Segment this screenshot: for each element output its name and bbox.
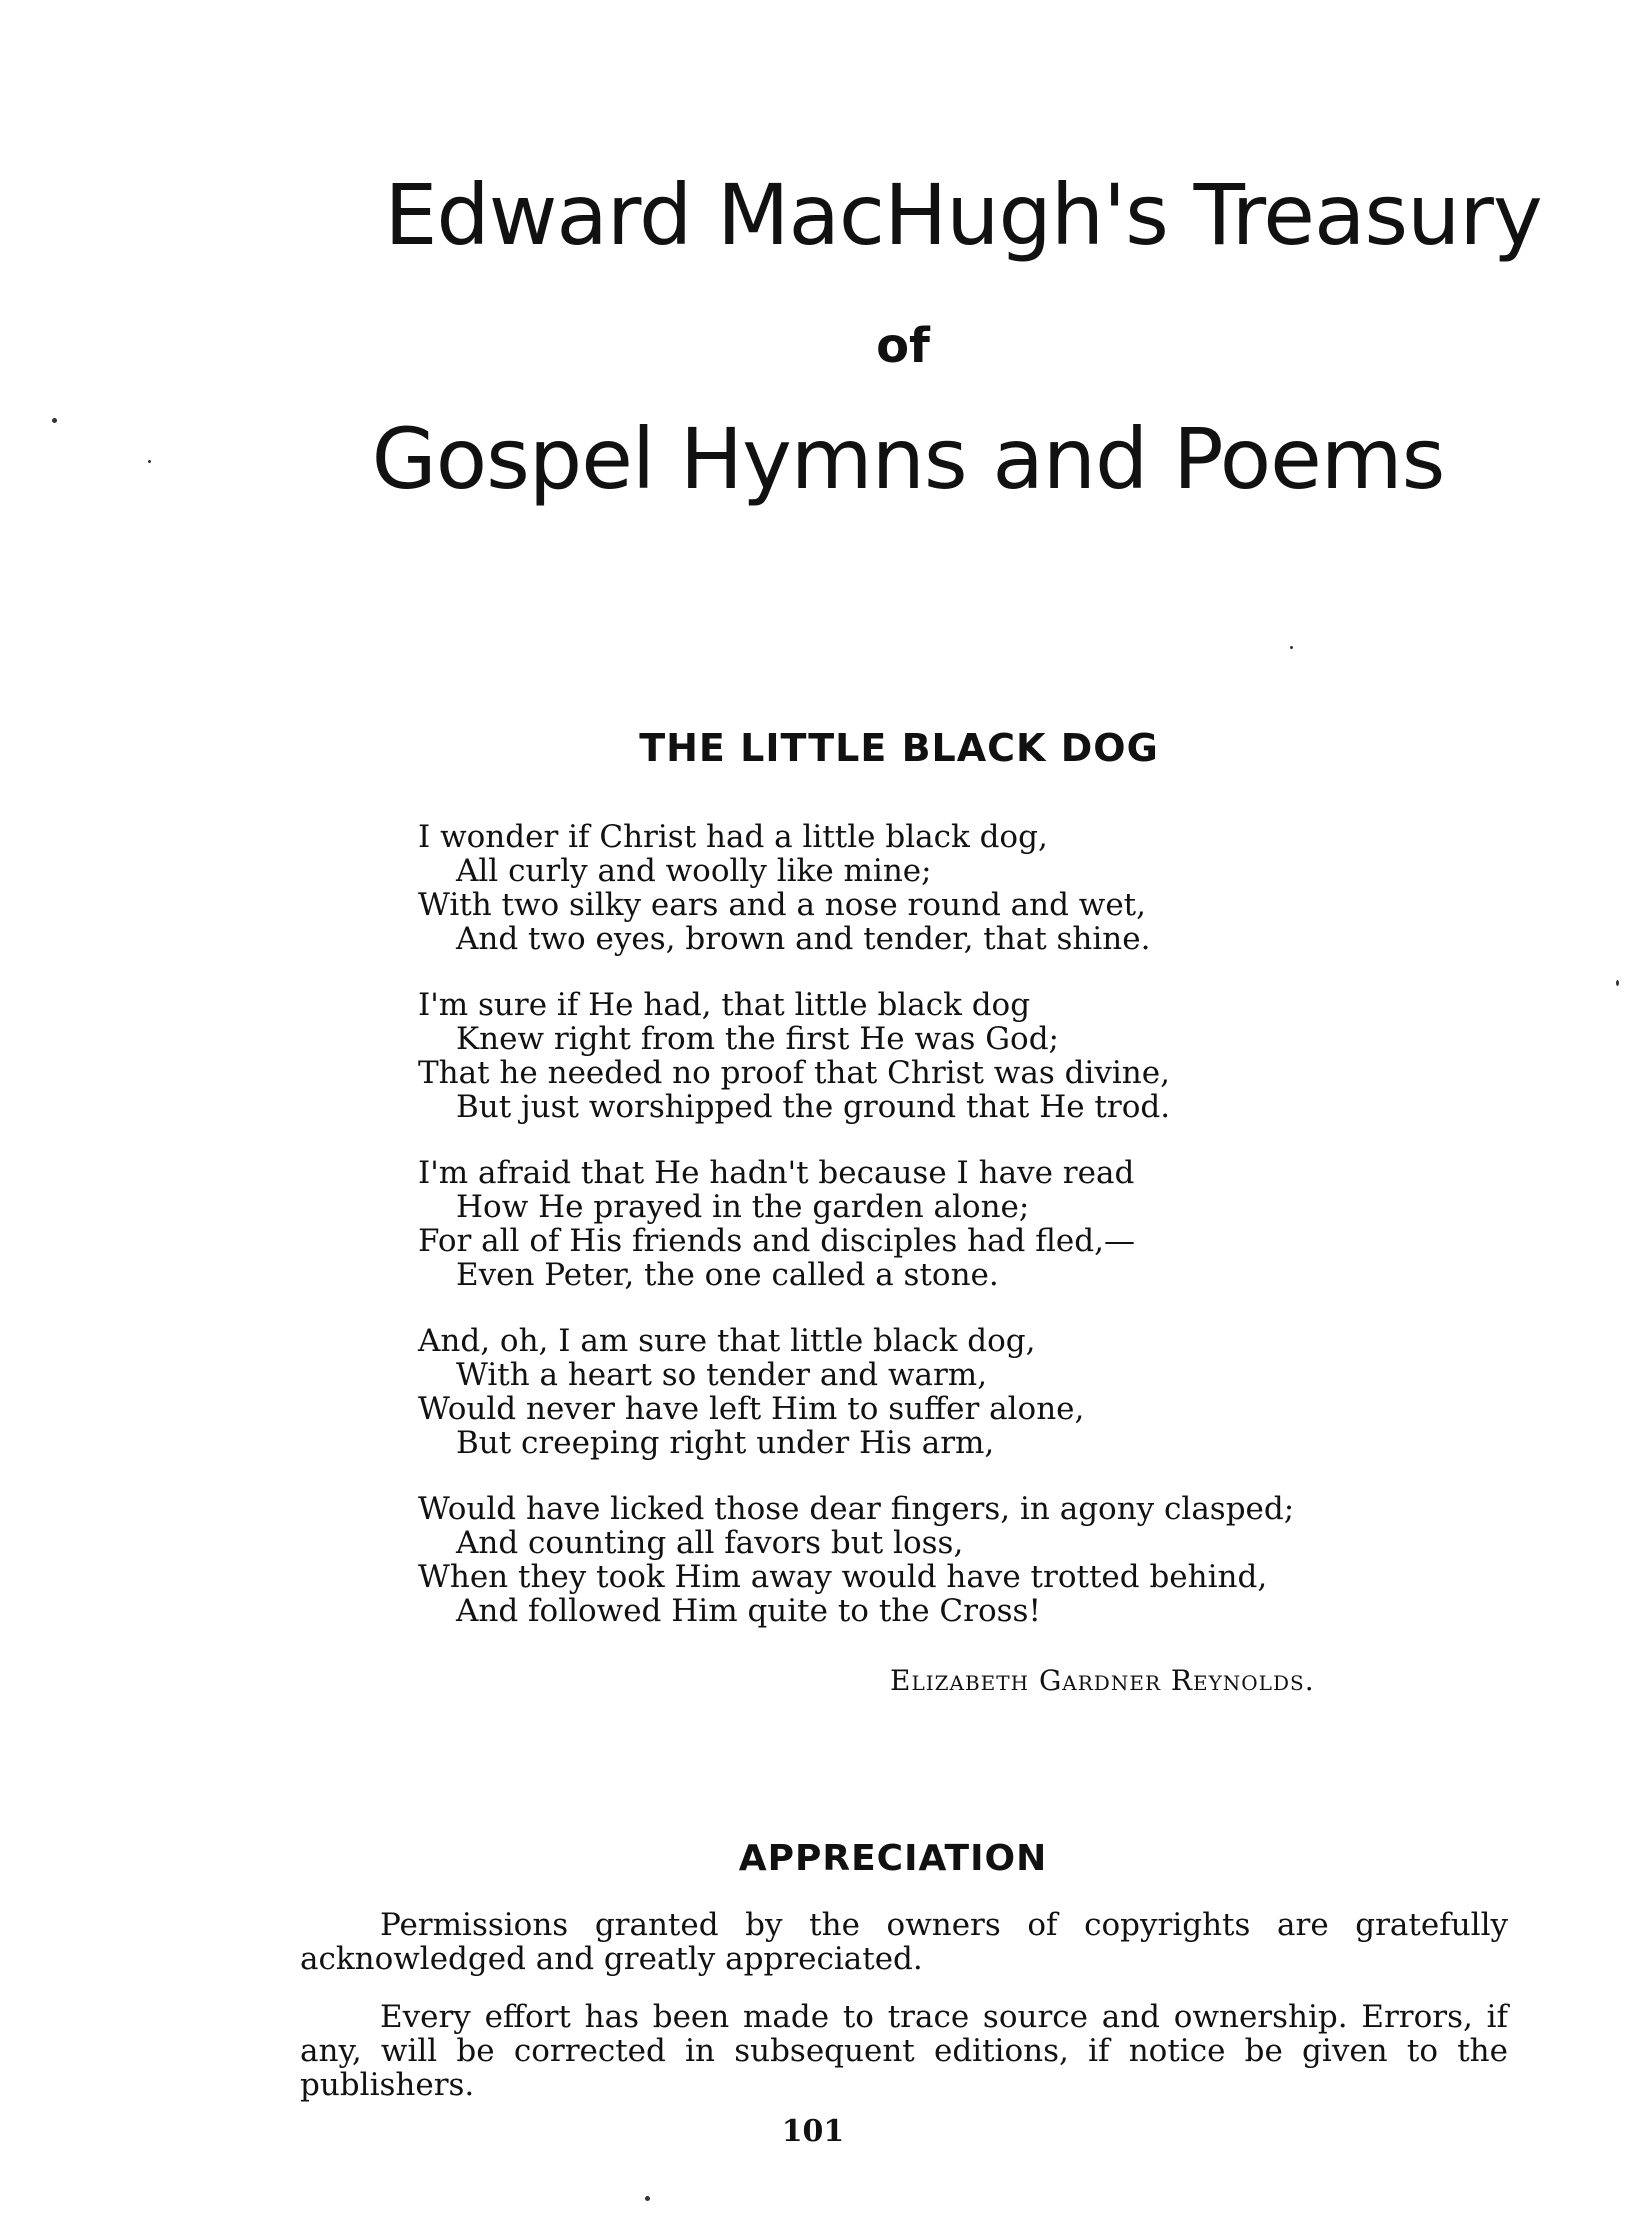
poem-stanza-4 [418,1324,1294,1460]
poem-body [418,820,1294,1660]
scan-speck [1290,646,1293,649]
poem-line: With two silky ears and a nose round and wet, [418,887,1146,923]
poem-line: How He prayed in the garden alone; [456,1189,1030,1225]
poem-stanza-2 [418,988,1294,1124]
poem-line: But creeping right under His arm, [456,1425,995,1461]
poem-line: With a heart so tender and warm, [456,1357,988,1393]
poem-line: And, oh, I am sure that little black dog, [418,1323,1036,1359]
poem-line: When they took Him away would have trotted behind, [418,1559,1268,1595]
poem-line: Even Peter, the one called a stone. [456,1257,999,1293]
poem-line: Would never have left Him to suffer alone, [418,1391,1085,1427]
appreciation-heading: APPRECIATION [738,1838,1048,1879]
poem-line: And counting all favors but loss, [456,1525,964,1561]
scan-speck [148,460,151,463]
book-title-of: of [876,318,930,374]
poem-line: For all of His friends and disciples had fled,— [418,1223,1135,1259]
poem-line: Knew right from the first He was God; [456,1021,1059,1057]
poem-author: Elizabeth Gardner Reynolds. [890,1664,1315,1697]
poem-line: I'm sure if He had, that little black dog [418,987,1031,1023]
poem-line: And two eyes, brown and tender, that shine. [456,921,1151,957]
poem-line: Would have licked those dear fingers, in agony clasped; [418,1491,1295,1527]
appreciation-paragraph-2: Every effort has been made to trace source and ownership. Errors, if any, will be corrected in subsequent editions, if notice be given to the publishers. [300,1999,1508,2103]
poem-line: That he needed no proof that Christ was divine, [418,1055,1170,1091]
poem-line: And followed Him quite to the Cross! [456,1593,1041,1629]
poem-title: THE LITTLE BLACK DOG [639,726,1159,770]
poem-line: I'm afraid that He hadn't because I have read [418,1155,1135,1191]
poem-stanza-3 [418,1156,1294,1292]
poem-stanza-5 [418,1492,1294,1628]
scan-speck [1616,980,1619,986]
book-title-line-2: Gospel Hymns and Poems [371,410,1445,508]
poem-line: I wonder if Christ had a little black dog, [418,819,1048,855]
appreciation-paragraph-1: Permissions granted by the owners of copyrights are gratefully acknowledged and greatly appreciated. [300,1907,1508,1977]
book-title-line-1: Edward MacHugh's Treasury [384,166,1542,264]
poem-stanza-1 [418,820,1294,956]
poem-line: But just worshipped the ground that He trod. [456,1089,1171,1125]
page-number: 101 [781,2114,845,2149]
scan-speck [645,2196,650,2201]
poem-line: All curly and woolly like mine; [456,853,932,889]
scan-speck [52,418,57,423]
